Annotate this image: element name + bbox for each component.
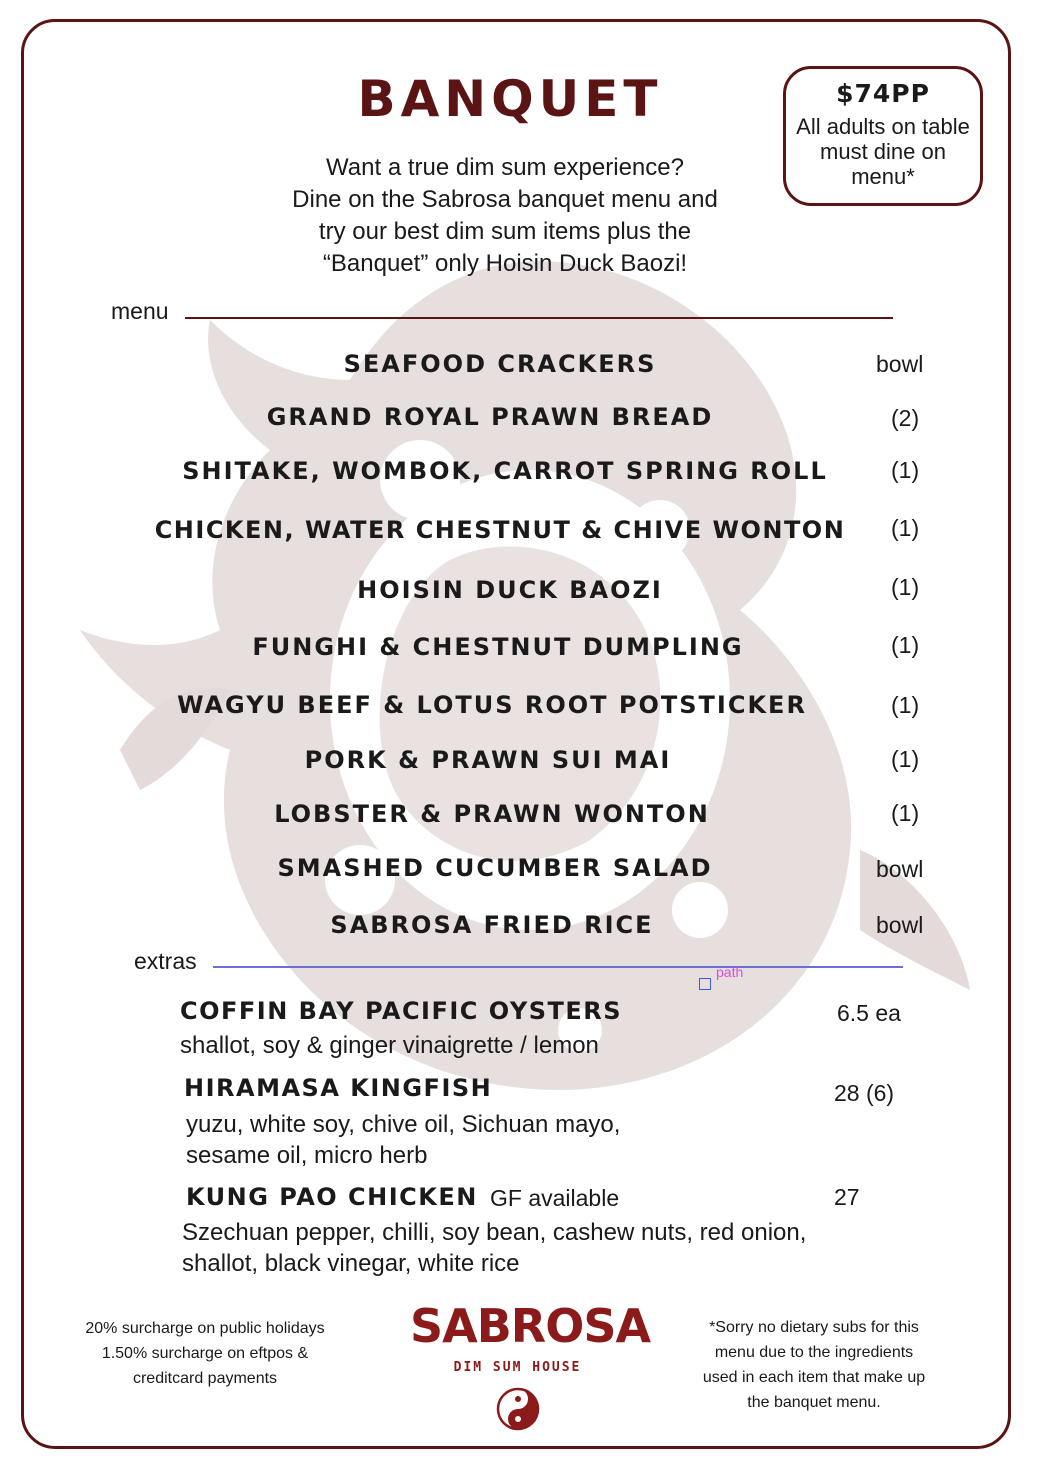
logo-wordmark: SABROSA [410, 1299, 651, 1353]
menu-divider [185, 317, 893, 319]
extra-item-name: KUNG PAO CHICKEN [186, 1183, 478, 1211]
dietary-note [686, 1315, 942, 1415]
price-per-person: $74PP [836, 79, 930, 108]
logo-subtitle: DIM SUM HOUSE [453, 1360, 582, 1375]
menu-item-name: FUNGHI & CHESTNUT DUMPLING [252, 633, 744, 661]
extra-item-desc: yuzu, white soy, chive oil, Sichuan mayo, [186, 1111, 621, 1138]
intro-line: Dine on the Sabrosa banquet menu and [292, 186, 718, 213]
extra-item-name: HIRAMASA KINGFISH [184, 1074, 493, 1102]
menu-item [130, 627, 910, 667]
surcharge-line: 1.50% surcharge on eftpos & [101, 1345, 309, 1362]
menu-item-qty: (2) [891, 405, 920, 431]
price-box [783, 66, 983, 206]
menu-item-qty: (1) [891, 632, 920, 658]
menu-item-name: WAGYU BEEF & LOTUS ROOT POTSTICKER [177, 691, 807, 719]
intro-text [270, 152, 740, 280]
dietary-line: *Sorry no dietary subs for this [709, 1319, 919, 1336]
extra-item-price: 27 [834, 1184, 860, 1210]
sabrosa-logo [410, 1299, 651, 1440]
menu-item-qty: (1) [891, 574, 920, 600]
menu-item-qty: (1) [891, 515, 920, 541]
menu-item-qty: bowl [876, 912, 924, 938]
dietary-line: the banquet menu. [747, 1394, 881, 1411]
menu-section-label: menu [111, 298, 169, 324]
extra-item-desc: shallot, black vinegar, white rice [182, 1250, 520, 1277]
extra-item-name: COFFIN BAY PACIFIC OYSTERS [180, 997, 623, 1025]
path-anchor-marker[interactable] [699, 978, 711, 990]
dietary-line: menu due to the ingredients [714, 1344, 914, 1361]
menu-item-qty: (1) [891, 692, 920, 718]
extra-item-desc: sesame oil, micro herb [186, 1142, 428, 1169]
menu-item-name: SHITAKE, WOMBOK, CARROT SPRING ROLL [182, 457, 828, 485]
extra-item-price: 6.5 ea [837, 1000, 901, 1026]
extras-section-label: extras [134, 948, 197, 974]
menu-item [130, 740, 910, 780]
intro-line: “Banquet” only Hoisin Duck Baozi! [322, 250, 688, 277]
gf-available-tag: GF available [490, 1185, 620, 1211]
menu-item-name: SABROSA FRIED RICE [330, 911, 654, 939]
menu-item [130, 451, 910, 491]
menu-item [130, 685, 910, 725]
surcharge-note [60, 1316, 350, 1391]
menu-item-name: GRAND ROYAL PRAWN BREAD [266, 403, 714, 431]
menu-item-qty: (1) [891, 457, 920, 483]
menu-item [130, 397, 910, 437]
menu-item-name: SEAFOOD CRACKERS [343, 350, 657, 378]
menu-item-qty: (1) [891, 800, 920, 826]
menu-item [130, 510, 910, 550]
menu-item-name: PORK & PRAWN SUI MAI [304, 746, 672, 774]
intro-line: Want a true dim sum experience? [326, 154, 684, 181]
yin-yang-icon [496, 1387, 540, 1431]
extra-item-desc: Szechuan pepper, chilli, soy bean, cashew nuts, red onion, [182, 1219, 807, 1246]
page-title: BANQUET [357, 70, 663, 128]
menu-item-name: CHICKEN, WATER CHESTNUT & CHIVE WONTON [154, 516, 846, 544]
menu-item [130, 794, 910, 834]
price-note: All adults on table must dine on menu* [796, 114, 970, 189]
menu-item [130, 570, 910, 610]
menu-item-name: HOISIN DUCK BAOZI [357, 576, 663, 604]
menu-item-name: SMASHED CUCUMBER SALAD [277, 854, 713, 882]
intro-line: try our best dim sum items plus the [318, 218, 692, 245]
extras-divider [213, 966, 903, 968]
extra-item-price: 28 (6) [834, 1080, 895, 1106]
menu-item [130, 905, 910, 945]
menu-item-qty: bowl [876, 351, 924, 377]
surcharge-line: 20% surcharge on public holidays [85, 1320, 325, 1337]
surcharge-line: creditcard payments [132, 1370, 278, 1387]
menu-item [130, 848, 910, 888]
menu-item-qty: (1) [891, 746, 920, 772]
dietary-line: used in each item that make up [702, 1369, 926, 1386]
path-label: path [716, 964, 744, 980]
menu-item-qty: bowl [876, 856, 924, 882]
menu-item [130, 344, 910, 384]
menu-item-name: LOBSTER & PRAWN WONTON [274, 800, 710, 828]
extra-item-desc: shallot, soy & ginger vinaigrette / lemon [180, 1032, 599, 1059]
